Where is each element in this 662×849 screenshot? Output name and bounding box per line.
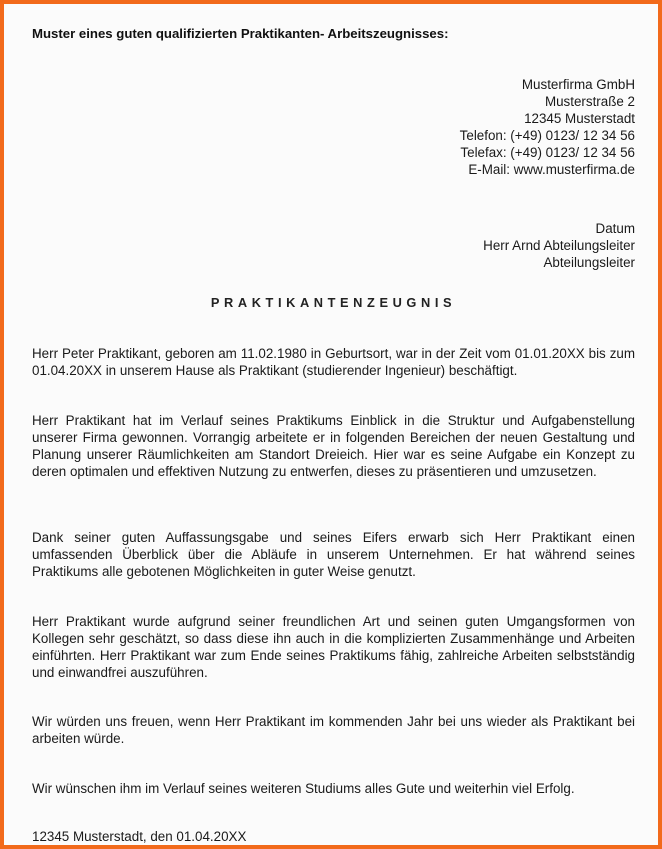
paragraph-tasks: Herr Praktikant hat im Verlauf seines Praktikums Einblick in die Struktur und Aufgabenstellung unserer Firma gewonnen. Vorrangig arbeitete er in folgenden Bereichen der neuen Gestaltung und Planung unserer Räumlichkeiten am Standort Dreieich. Hier war es seine Aufgabe ein Konzept zu deren optimalen und effektiven Nutzung zu entwerfen, dieses zu präsentieren und umzusetzen. <box>32 413 635 479</box>
address-fax: Telefax: (+49) 0123/ 12 34 56 <box>460 145 635 160</box>
signatory-name: Herr Arnd Abteilungsleiter <box>483 238 635 253</box>
document-title: PRAKTIKANTENZEUGNIS <box>210 295 457 310</box>
sender-address <box>460 76 635 178</box>
date-and-signatory <box>483 220 635 271</box>
paragraph-conduct: Herr Praktikant wurde aufgrund seiner freundlichen Art und seinen guten Umgangsformen von Kollegen sehr geschätzt, so dass diese ihn auch in die komplizierten Zusammenhänge und Arbeiten einführten. Herr Praktikant war zum Ende seines Praktikums fähig, zahlreiche Arbeiten selbstständig und einwandfrei auszuführen. <box>32 614 635 680</box>
address-email: E-Mail: www.musterfirma.de <box>468 162 635 177</box>
paragraph-performance: Dank seiner guten Auffassungsgabe und seines Eifers erwarb sich Herr Praktikant einen umfassenden Überblick über die Abläufe in unserem Unternehmen. Er hat während seines Praktikums alle gebotenen Möglichkeiten in guter Weise genutzt. <box>32 530 635 579</box>
paragraph-wishes: Wir wünschen ihm im Verlauf seines weiteren Studiums alles Gute und weiterhin viel Erfolg. <box>32 781 575 796</box>
address-city: 12345 Musterstadt <box>524 111 635 126</box>
paragraph-future: Wir würden uns freuen, wenn Herr Praktikant im kommenden Jahr bei uns wieder als Praktikant bei arbeiten würde. <box>32 714 635 746</box>
date-label: Datum <box>595 221 635 236</box>
document-heading: Muster eines guten qualifizierten Praktikanten- Arbeitszeugnisses: <box>32 26 449 41</box>
paragraph-intro: Herr Peter Praktikant, geboren am 11.02.1980 in Geburtsort, war in der Zeit vom 01.01.20XX bis zum 01.04.20XX in unserem Hause als Praktikant (studierender Ingenieur) beschäftigt. <box>32 346 635 378</box>
address-street: Musterstraße 2 <box>544 94 635 109</box>
address-phone: Telefon: (+49) 0123/ 12 34 56 <box>459 128 635 143</box>
address-company: Musterfirma GmbH <box>521 77 635 92</box>
signatory-role: Abteilungsleiter <box>543 255 635 270</box>
closing-place-date: 12345 Musterstadt, den 01.04.20XX <box>32 829 247 844</box>
